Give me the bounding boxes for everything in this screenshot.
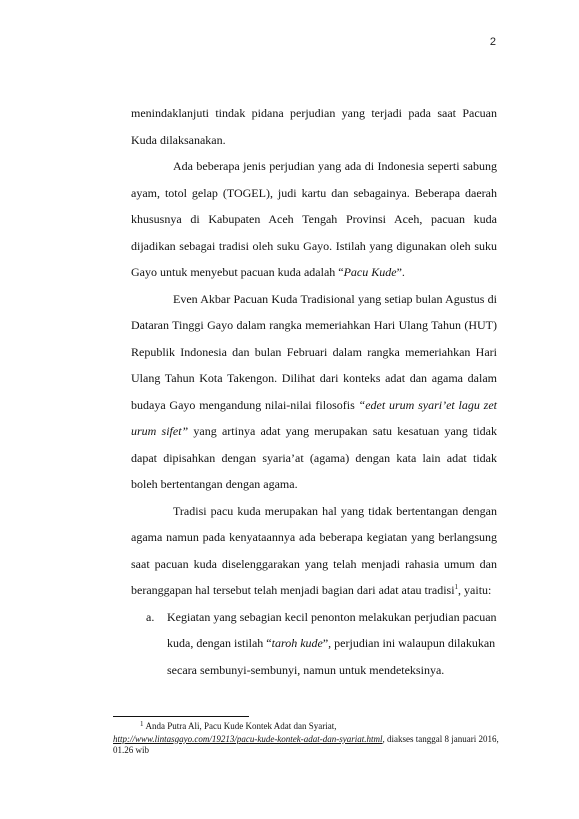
paragraph-2-italic: Pacu Kude [343, 265, 397, 279]
body-text [131, 100, 497, 683]
list-marker: a. [146, 609, 155, 624]
list-item [131, 604, 497, 684]
paragraph-4 [131, 498, 497, 604]
footnote-link[interactable]: http://www.lintasgayo.com/19213/pacu-kude-kontek-adat-dan-syariat.html [113, 733, 383, 744]
footnote [113, 721, 503, 757]
page-number: 2 [489, 36, 496, 48]
list-item-text-a: Kegiatan yang sebagian kecil penonton melakukan perjudian pacuan kuda, dengan istilah “ [167, 609, 497, 650]
paragraph-4-text-a: Tradisi pacu kuda merupakan hal yang tidak bertentangan dengan agama namun pada kenyataannya ada beberapa kegiatan yang berlangsung saat pacuan kuda diselenggarakan yang telah menjadi rahasia umum dan beranggapan hal tersebut telah menjadi bagian dari adat atau tradisi [131, 503, 497, 597]
paragraph-3-text-b: yang artinya adat yang merupakan satu kesatuan yang tidak dapat dipisahkan dengan syaria’at (agama) dengan kata lain adat tidak boleh bertentangan dengan agama. [131, 424, 497, 491]
paragraph-3 [131, 286, 497, 498]
footnote-line-2 [113, 734, 503, 757]
list-item-text-b: ”, perjudian ini walaupun dilakukan secara sembunyi-sembunyi, namun untuk mendeteksinya. [167, 636, 496, 677]
footnote-line-1 [113, 721, 503, 734]
footnote-text-b: , diakses tanggal 8 januari 2016, 01.26 wib [113, 733, 499, 755]
list-item-italic: taroh kude [271, 636, 323, 650]
paragraph-2 [131, 153, 497, 286]
paragraph-2-text-a: Ada beberapa jenis perjudian yang ada di Indonesia seperti sabung ayam, totol gelap (TOGEL), judi kartu dan sebagainya. Beberapa daerah khususnya di Kabupaten Aceh Tengah Provinsi Aceh, pacuan kuda dijadikan sebagai tradisi oleh suku Gayo. Istilah yang digunakan oleh suku Gayo untuk menyebut pacuan kuda adalah “ [131, 159, 497, 279]
footnote-divider [113, 716, 249, 717]
paragraph-1: menindaklanjuti tindak pidana perjudian yang terjadi pada saat Pacuan Kuda dilaksanakan. [131, 106, 497, 147]
footnote-number: 1 [140, 720, 144, 728]
paragraph-3-italic: “edet urum syari’et lagu zet urum sifet” [131, 397, 497, 438]
paragraph-2-text-b: ”. [396, 265, 405, 279]
paragraph-3-text-a: Even Akbar Pacuan Kuda Tradisional yang setiap bulan Agustus di Dataran Tinggi Gayo dalam rangka memeriahkan Hari Ulang Tahun (HUT) Republik Indonesia dan bulan Februari dalam rangka memeriahkan Hari Ulang Tahun Kota Takengon. Dilihat dari konteks adat dan agama dalam budaya Gayo mengandung nilai-nilai filosofis [131, 291, 497, 412]
footnote-text-a: Anda Putra Ali, Pacu Kude Kontek Adat dan Syariat, [145, 721, 337, 731]
footnote-ref[interactable]: 1 [454, 583, 459, 591]
paragraph-4-text-b: , yaitu: [458, 583, 492, 597]
